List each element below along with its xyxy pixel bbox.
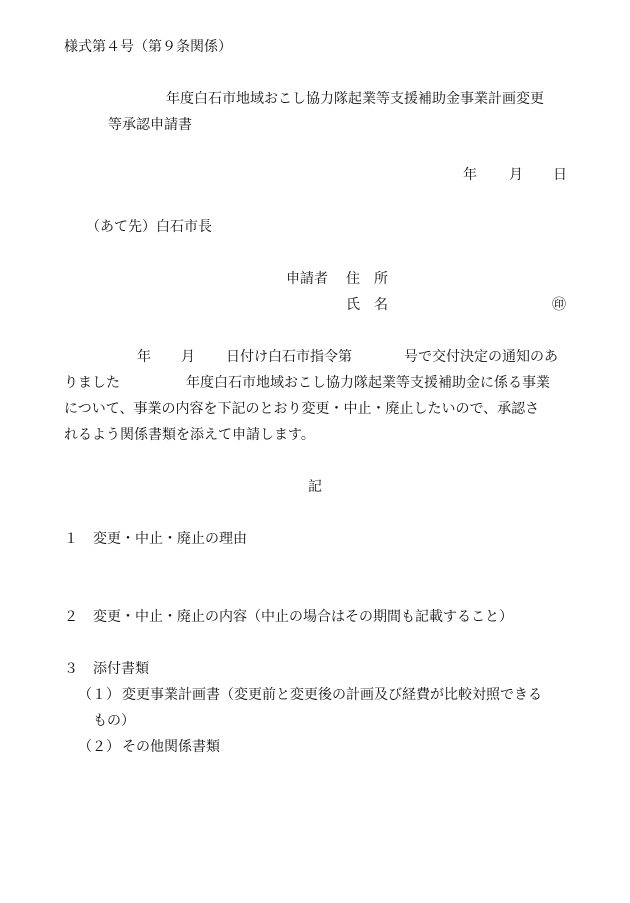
body-line3: について、事業の内容を下記のとおり変更・中止・廃止したいので、承認さ — [64, 401, 540, 417]
name-label: 氏 名 — [346, 297, 388, 313]
seal-mark: ㊞ — [552, 297, 566, 313]
date-day: 日 — [553, 167, 567, 183]
body-line2-end: 年度白石市地域おこし協力隊起業等支援補助金に係る事業 — [186, 375, 550, 391]
body-notice-ref: 日付け白石市指令第 — [226, 349, 352, 365]
body-line2-start: りました — [64, 375, 120, 391]
item1-number: １ — [64, 531, 78, 547]
ki-heading: 記 — [308, 479, 322, 495]
item3-sub2-number: （２） — [78, 739, 120, 755]
item2-text: 変更・中止・廃止の内容（中止の場合はその期間も記載すること） — [93, 609, 513, 625]
item3-sub2-text: その他関係書類 — [122, 739, 220, 755]
item3-text: 添付書類 — [93, 661, 149, 677]
body-month: 月 — [181, 349, 195, 365]
item3-sub1-text: 変更事業計画書（変更前と変更後の計画及び経費が比較対照できる — [122, 687, 542, 703]
document-title-line1: 年度白石市地域おこし協力隊起業等支援補助金事業計画変更 — [166, 91, 544, 107]
form-number: 様式第４号（第９条関係） — [64, 39, 232, 55]
body-year: 年 — [137, 349, 151, 365]
body-line4: れるよう関係書類を添えて申請します。 — [64, 427, 315, 443]
address-label: 住 所 — [346, 271, 388, 287]
body-line1-end: 号で交付決定の通知のあ — [404, 349, 558, 365]
date-year: 年 — [463, 167, 477, 183]
date-month: 月 — [509, 167, 523, 183]
document-title-line2: 等承認申請書 — [108, 117, 192, 133]
addressee: （あて先）白石市長 — [86, 219, 212, 235]
item3-sub1-continued: もの） — [93, 713, 135, 729]
applicant-role: 申請者 — [286, 271, 328, 287]
item2-number: ２ — [64, 609, 78, 625]
item1-text: 変更・中止・廃止の理由 — [93, 531, 247, 547]
item3-number: ３ — [64, 661, 78, 677]
item3-sub1-number: （１） — [78, 687, 120, 703]
